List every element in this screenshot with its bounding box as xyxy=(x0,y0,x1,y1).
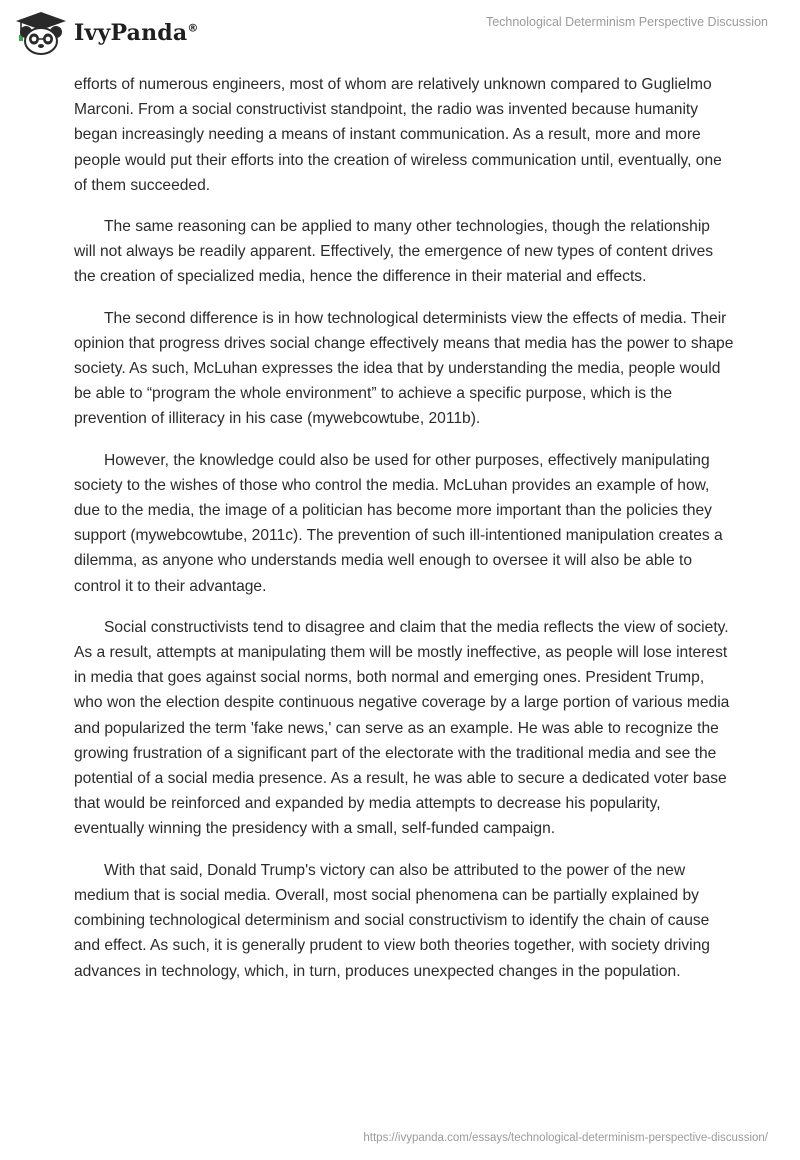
paragraph: The second difference is in how technological determinists view the effects of media. Their opinion that progress drives social change effectively means that media has the power to shape society. As such, McLuhan expresses the idea that by understanding the media, people would be able to “program the whole environment” to achieve a specific purpose, which is the prevention of illiteracy in his case (mywebcowtube, 2011b). xyxy=(74,309,734,428)
page-header xyxy=(0,0,800,70)
brand-name-text: IvyPanda xyxy=(74,20,188,46)
panda-graduate-icon xyxy=(12,10,70,56)
paragraph: efforts of numerous engineers, most of whom are relatively unknown compared to Guglielmo Marconi. From a social constructivist standpoint, the radio was invented because humanity began increasingly needing a means of instant communication. As a result, more and more people would put their efforts into the creation of wireless communication until, eventually, one of them succeeded. xyxy=(74,76,722,194)
source-url[interactable]: https://ivypanda.com/essays/technological-determinism-perspective-discussion/ xyxy=(363,1132,768,1144)
brand-name xyxy=(74,20,199,46)
paragraph: With that said, Donald Trump's victory can also be attributed to the power of the new medium that is social media. Overall, most social phenomena can be partially explained by combining technological determinism and social constructivism to identify the chain of cause and effect. As such, it is generally prudent to view both theories together, with society driving advances in technology, which, in turn, produces unexpected changes in the population. xyxy=(74,861,710,980)
paragraph: The same reasoning can be applied to many other technologies, though the relationship will not always be readily apparent. Effectively, the emergence of new types of content drives the creation of specialized media, hence the difference in their material and effects. xyxy=(74,218,714,286)
essay-body xyxy=(74,72,734,1000)
document-title: Technological Determinism Perspective Discussion xyxy=(485,15,768,29)
brand-registered-mark: ® xyxy=(187,21,199,35)
paragraph: However, the knowledge could also be used for other purposes, effectively manipulating society to the wishes of those who control the media. McLuhan provides an example of how, due to the media, the image of a politician has become more important than the policies they support (mywebcowtube, 2011c). The prevention of such ill-intentioned manipulation creates a dilemma, as anyone who understands media well enough to oversee it will also be able to control it to their advantage. xyxy=(74,451,723,595)
brand-logo[interactable] xyxy=(12,10,199,56)
paragraph: Social constructivists tend to disagree and claim that the media reflects the view of society. As a result, attempts at manipulating them will be mostly ineffective, as people will lose interest in media that goes against social norms, both normal and emerging ones. President Trump, who won the election despite continuous negative coverage by a large portion of various media and popularized the term 'fake news,' can serve as an example. He was able to recognize the growing frustration of a significant part of the electorate with the traditional media and see the potential of a social media presence. As a result, he was able to secure a dedicated voter base that would be reinforced and expanded by media attempts to decrease his popularity, eventually winning the presidency with a small, self-funded campaign. xyxy=(74,618,730,838)
